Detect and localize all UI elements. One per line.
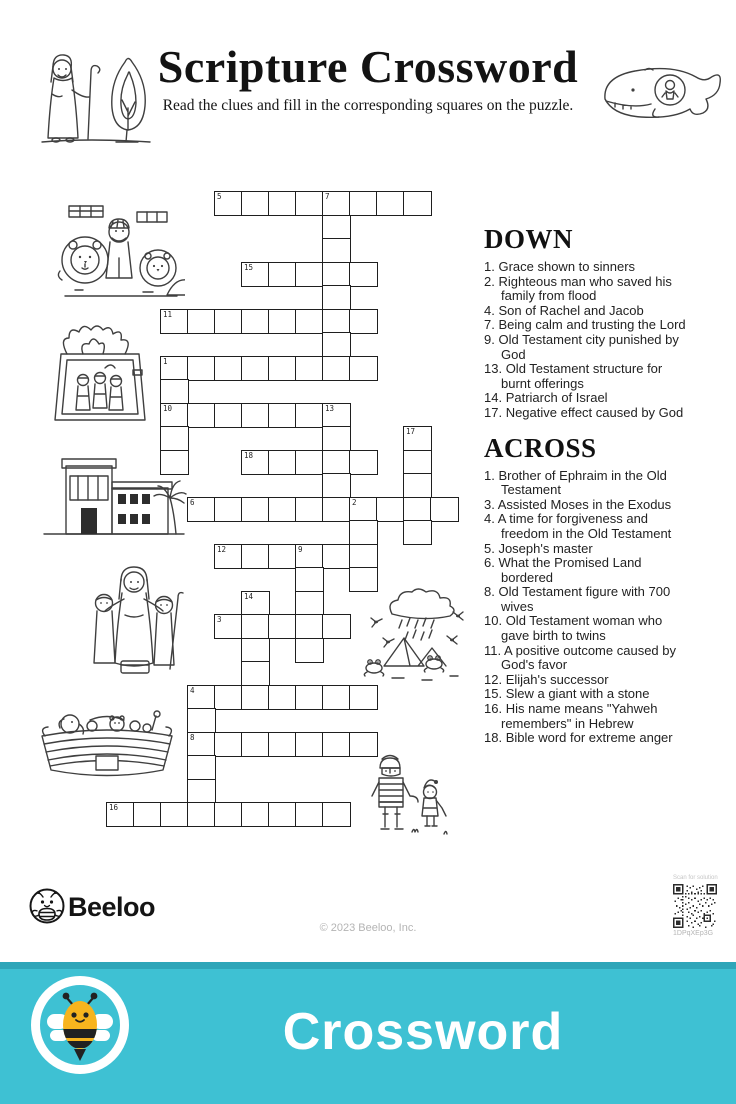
clue-text: Grace shown to sinners <box>494 259 636 274</box>
grid-cell[interactable] <box>295 356 324 381</box>
qr-code <box>673 884 717 933</box>
clue-number: 6. <box>484 555 495 571</box>
grid-cell[interactable] <box>241 262 270 287</box>
grid-cell-number: 16 <box>109 803 119 812</box>
grid-cell[interactable] <box>268 356 297 381</box>
grid-cell[interactable] <box>241 450 270 475</box>
grid-cell[interactable] <box>295 567 324 592</box>
clue-number: 15. <box>484 686 503 702</box>
grid-cell[interactable] <box>241 638 270 663</box>
bee-badge <box>31 976 129 1074</box>
brand-wordmark: Beeloo <box>68 892 156 922</box>
grid-cell[interactable] <box>187 779 216 804</box>
grid-cell[interactable] <box>376 191 405 216</box>
grid-cell[interactable] <box>322 285 351 310</box>
clue-text: Old Testament structure for burnt offerings <box>501 361 663 391</box>
grid-cell[interactable] <box>214 732 243 757</box>
grid-cell[interactable] <box>187 732 216 757</box>
grid-cell-number: 11 <box>163 309 173 319</box>
clue-text: Son of Rachel and Jacob <box>494 302 644 318</box>
clue-item <box>484 614 687 643</box>
grid-cell[interactable] <box>322 544 351 569</box>
grid-cell[interactable] <box>268 403 297 428</box>
grid-cell[interactable] <box>241 403 270 428</box>
grid-cell-number: 10 <box>163 403 173 413</box>
grid-cell-number: 7 <box>325 192 330 201</box>
bee-icon <box>47 989 113 1063</box>
grid-cell[interactable] <box>349 520 378 545</box>
grid-cell-number: 14 <box>244 591 254 601</box>
clue-number: 18. <box>484 730 503 746</box>
qr-scan-label: Scan for solution <box>673 875 718 881</box>
grid-cell[interactable] <box>187 755 216 780</box>
grid-cell[interactable] <box>403 450 432 475</box>
grid-cell-number: 1 <box>163 356 168 366</box>
grid-cell[interactable] <box>349 450 378 475</box>
page-subtitle: Read the clues and fill in the corresponding squares on the puzzle. <box>162 97 574 114</box>
grid-cell[interactable] <box>268 191 297 216</box>
grid-cell[interactable] <box>187 497 216 522</box>
grid-cell[interactable] <box>322 403 351 428</box>
across-heading: ACROSS <box>484 432 597 463</box>
clue-text: Righteous man who saved his family from flood <box>494 273 672 304</box>
grid-cell[interactable] <box>295 614 324 639</box>
clue-item <box>484 362 687 391</box>
grid-cell[interactable] <box>241 614 270 639</box>
clue-item <box>484 585 687 614</box>
grid-cell[interactable] <box>349 497 378 522</box>
grid-cell[interactable] <box>187 403 216 428</box>
clue-number: 11. <box>484 642 502 658</box>
down-clues-list <box>484 260 724 421</box>
grid-cell[interactable] <box>187 708 216 733</box>
grid-cell[interactable] <box>322 732 351 757</box>
grid-cell[interactable] <box>268 544 297 569</box>
grid-cell[interactable] <box>322 473 351 498</box>
clue-number: 10. <box>484 613 503 629</box>
grid-cell[interactable] <box>160 426 189 451</box>
grid-cell-number: 5 <box>217 192 222 201</box>
grid-cell[interactable] <box>214 309 243 334</box>
qr-code-id: 1DPqXEp3G <box>673 930 714 937</box>
grid-cell[interactable] <box>403 497 432 522</box>
grid-cell[interactable] <box>214 403 243 428</box>
clue-number: 1. <box>484 467 495 483</box>
clue-item <box>484 333 687 362</box>
grid-cell-number: 17 <box>406 427 416 436</box>
grid-cell[interactable] <box>295 802 324 827</box>
clue-item <box>484 406 687 421</box>
banner-top-strip <box>0 962 736 969</box>
grid-cell[interactable] <box>187 685 216 710</box>
down-clues-section <box>484 224 724 421</box>
grid-cell[interactable] <box>160 450 189 475</box>
grid-cell[interactable] <box>403 473 432 498</box>
crossword-grid <box>106 191 459 828</box>
grid-cell[interactable] <box>295 591 324 616</box>
moses-burning-bush-illustration <box>28 42 158 152</box>
clue-number: 2. <box>484 273 495 289</box>
grid-cell[interactable] <box>241 309 270 334</box>
clue-number: 4. <box>484 511 495 527</box>
grid-cell-number: 4 <box>190 685 195 695</box>
clue-number: 1. <box>484 259 495 274</box>
grid-cell[interactable] <box>268 732 297 757</box>
clue-text: Elijah's successor <box>502 671 609 687</box>
grid-cell[interactable] <box>214 191 243 216</box>
clue-item <box>484 644 687 673</box>
grid-cell-number: 6 <box>190 497 195 507</box>
grid-cell[interactable] <box>295 450 324 475</box>
clue-item <box>484 391 687 406</box>
grid-cell[interactable] <box>322 497 351 522</box>
clue-text: What the Promised Land bordered <box>494 555 642 585</box>
clue-item <box>484 469 687 498</box>
grid-cell-number: 3 <box>217 615 222 624</box>
grid-cell[interactable] <box>295 191 324 216</box>
grid-cell[interactable] <box>295 544 324 569</box>
grid-cell[interactable] <box>322 614 351 639</box>
grid-cell[interactable] <box>160 309 189 334</box>
grid-cell[interactable] <box>268 309 297 334</box>
grid-cell[interactable] <box>349 567 378 592</box>
clue-number: 7. <box>484 317 495 333</box>
grid-cell[interactable] <box>322 309 351 334</box>
grid-cell[interactable] <box>349 356 378 381</box>
grid-cell[interactable] <box>133 802 162 827</box>
clue-number: 8. <box>484 584 495 600</box>
clue-number: 9. <box>484 331 495 347</box>
grid-cell[interactable] <box>214 544 243 569</box>
grid-cell[interactable] <box>160 356 189 381</box>
grid-cell[interactable] <box>295 403 324 428</box>
clue-number: 14. <box>484 390 503 406</box>
grid-cell[interactable] <box>106 802 135 827</box>
grid-cell[interactable] <box>322 191 351 216</box>
grid-cell[interactable] <box>160 802 189 827</box>
grid-cell[interactable] <box>214 356 243 381</box>
grid-cell[interactable] <box>268 497 297 522</box>
clue-text: A positive outcome caused by God's favor <box>501 642 676 673</box>
grid-cell-number: 9 <box>298 544 303 554</box>
clue-text: A time for forgiveness and freedom in the Old Testament <box>494 511 672 541</box>
clue-item <box>484 702 687 731</box>
down-heading: DOWN <box>484 224 573 254</box>
grid-cell[interactable] <box>241 497 270 522</box>
grid-cell[interactable] <box>322 332 351 357</box>
grid-cell[interactable] <box>241 732 270 757</box>
clue-item <box>484 275 687 304</box>
grid-cell[interactable] <box>187 356 216 381</box>
grid-cell[interactable] <box>349 191 378 216</box>
grid-cell[interactable] <box>322 238 351 263</box>
clue-item <box>484 498 687 513</box>
grid-cell[interactable] <box>403 426 432 451</box>
grid-cell-number: 13 <box>325 403 335 413</box>
clue-text: Old Testament city punished by God <box>494 331 679 362</box>
grid-cell-number: 12 <box>217 544 227 554</box>
banner-title: Crossword <box>282 1003 564 1061</box>
clue-item <box>484 512 687 541</box>
grid-cell[interactable] <box>241 356 270 381</box>
clue-item <box>484 304 687 319</box>
grid-cell[interactable] <box>241 661 270 686</box>
clue-number: 3. <box>484 496 495 512</box>
grid-cell[interactable] <box>241 802 270 827</box>
grid-cell[interactable] <box>160 379 189 404</box>
clue-text: Patriarch of Israel <box>502 390 608 406</box>
grid-cell[interactable] <box>322 426 351 451</box>
clue-item <box>484 542 687 557</box>
page-title: Scripture Crossword <box>157 41 579 92</box>
across-clues-list <box>484 469 724 746</box>
grid-cell[interactable] <box>295 262 324 287</box>
grid-cell[interactable] <box>268 262 297 287</box>
clue-item <box>484 687 687 702</box>
grid-cell[interactable] <box>403 520 432 545</box>
grid-cell[interactable] <box>268 614 297 639</box>
grid-cell[interactable] <box>349 685 378 710</box>
grid-cell[interactable] <box>187 309 216 334</box>
clue-number: 12. <box>484 671 503 687</box>
grid-cell[interactable] <box>322 215 351 240</box>
clue-text: Joseph's master <box>494 540 593 556</box>
grid-cell[interactable] <box>349 309 378 334</box>
clue-number: 17. <box>484 404 503 420</box>
grid-cell[interactable] <box>214 614 243 639</box>
grid-cell[interactable] <box>322 450 351 475</box>
grid-cell[interactable] <box>322 802 351 827</box>
grid-cell[interactable] <box>295 638 324 663</box>
clue-text: Old Testament woman who gave birth to twins <box>501 613 663 644</box>
clue-item <box>484 318 687 333</box>
grid-cell[interactable] <box>322 356 351 381</box>
grid-cell[interactable] <box>322 685 351 710</box>
grid-cell[interactable] <box>214 802 243 827</box>
clue-text: Old Testament figure with 700 wives <box>494 584 671 614</box>
clue-text: Negative effect caused by God <box>502 404 684 420</box>
clue-item <box>484 673 687 688</box>
grid-cell[interactable] <box>295 732 324 757</box>
clue-number: 4. <box>484 302 495 318</box>
across-clues-section <box>484 433 724 746</box>
grid-cell[interactable] <box>430 497 459 522</box>
grid-cell[interactable] <box>268 685 297 710</box>
grid-cell[interactable] <box>241 544 270 569</box>
grid-cell[interactable] <box>241 591 270 616</box>
grid-cell[interactable] <box>214 685 243 710</box>
clue-item <box>484 260 687 275</box>
grid-cell-number: 2 <box>352 497 357 507</box>
grid-cell[interactable] <box>241 685 270 710</box>
bottom-banner <box>0 962 736 1104</box>
clue-text: Bible word for extreme anger <box>502 730 673 746</box>
grid-cell[interactable] <box>295 497 324 522</box>
clue-item <box>484 731 687 746</box>
grid-cell[interactable] <box>241 191 270 216</box>
grid-cell-number: 8 <box>190 732 195 742</box>
clue-item <box>484 556 687 585</box>
clue-number: 16. <box>484 701 503 717</box>
grid-cell[interactable] <box>376 497 405 522</box>
jonah-whale-illustration <box>593 57 728 132</box>
grid-cell[interactable] <box>214 497 243 522</box>
grid-cell[interactable] <box>160 403 189 428</box>
grid-cell[interactable] <box>295 309 324 334</box>
grid-cell[interactable] <box>349 544 378 569</box>
copyright-text: © 2023 Beeloo, Inc. <box>319 922 417 934</box>
grid-cell[interactable] <box>268 450 297 475</box>
grid-cell[interactable] <box>187 802 216 827</box>
grid-cell[interactable] <box>349 732 378 757</box>
grid-cell[interactable] <box>322 262 351 287</box>
clue-text: Slew a giant with a stone <box>502 686 650 702</box>
clues-panel <box>484 224 724 746</box>
clue-text: His name means "Yahweh remembers" in Hebrew <box>501 701 658 731</box>
clue-text: Assisted Moses in the Exodus <box>494 496 672 512</box>
clue-text: Being calm and trusting the Lord <box>494 317 686 333</box>
grid-cell[interactable] <box>295 685 324 710</box>
grid-cell-number: 18 <box>244 450 254 460</box>
grid-cell[interactable] <box>268 802 297 827</box>
clue-number: 5. <box>484 540 495 556</box>
grid-cell[interactable] <box>349 262 378 287</box>
grid-cell-number: 15 <box>244 262 254 272</box>
clue-number: 13. <box>484 361 503 377</box>
grid-cell[interactable] <box>403 191 432 216</box>
clue-text: Brother of Ephraim in the Old Testament <box>494 467 667 498</box>
